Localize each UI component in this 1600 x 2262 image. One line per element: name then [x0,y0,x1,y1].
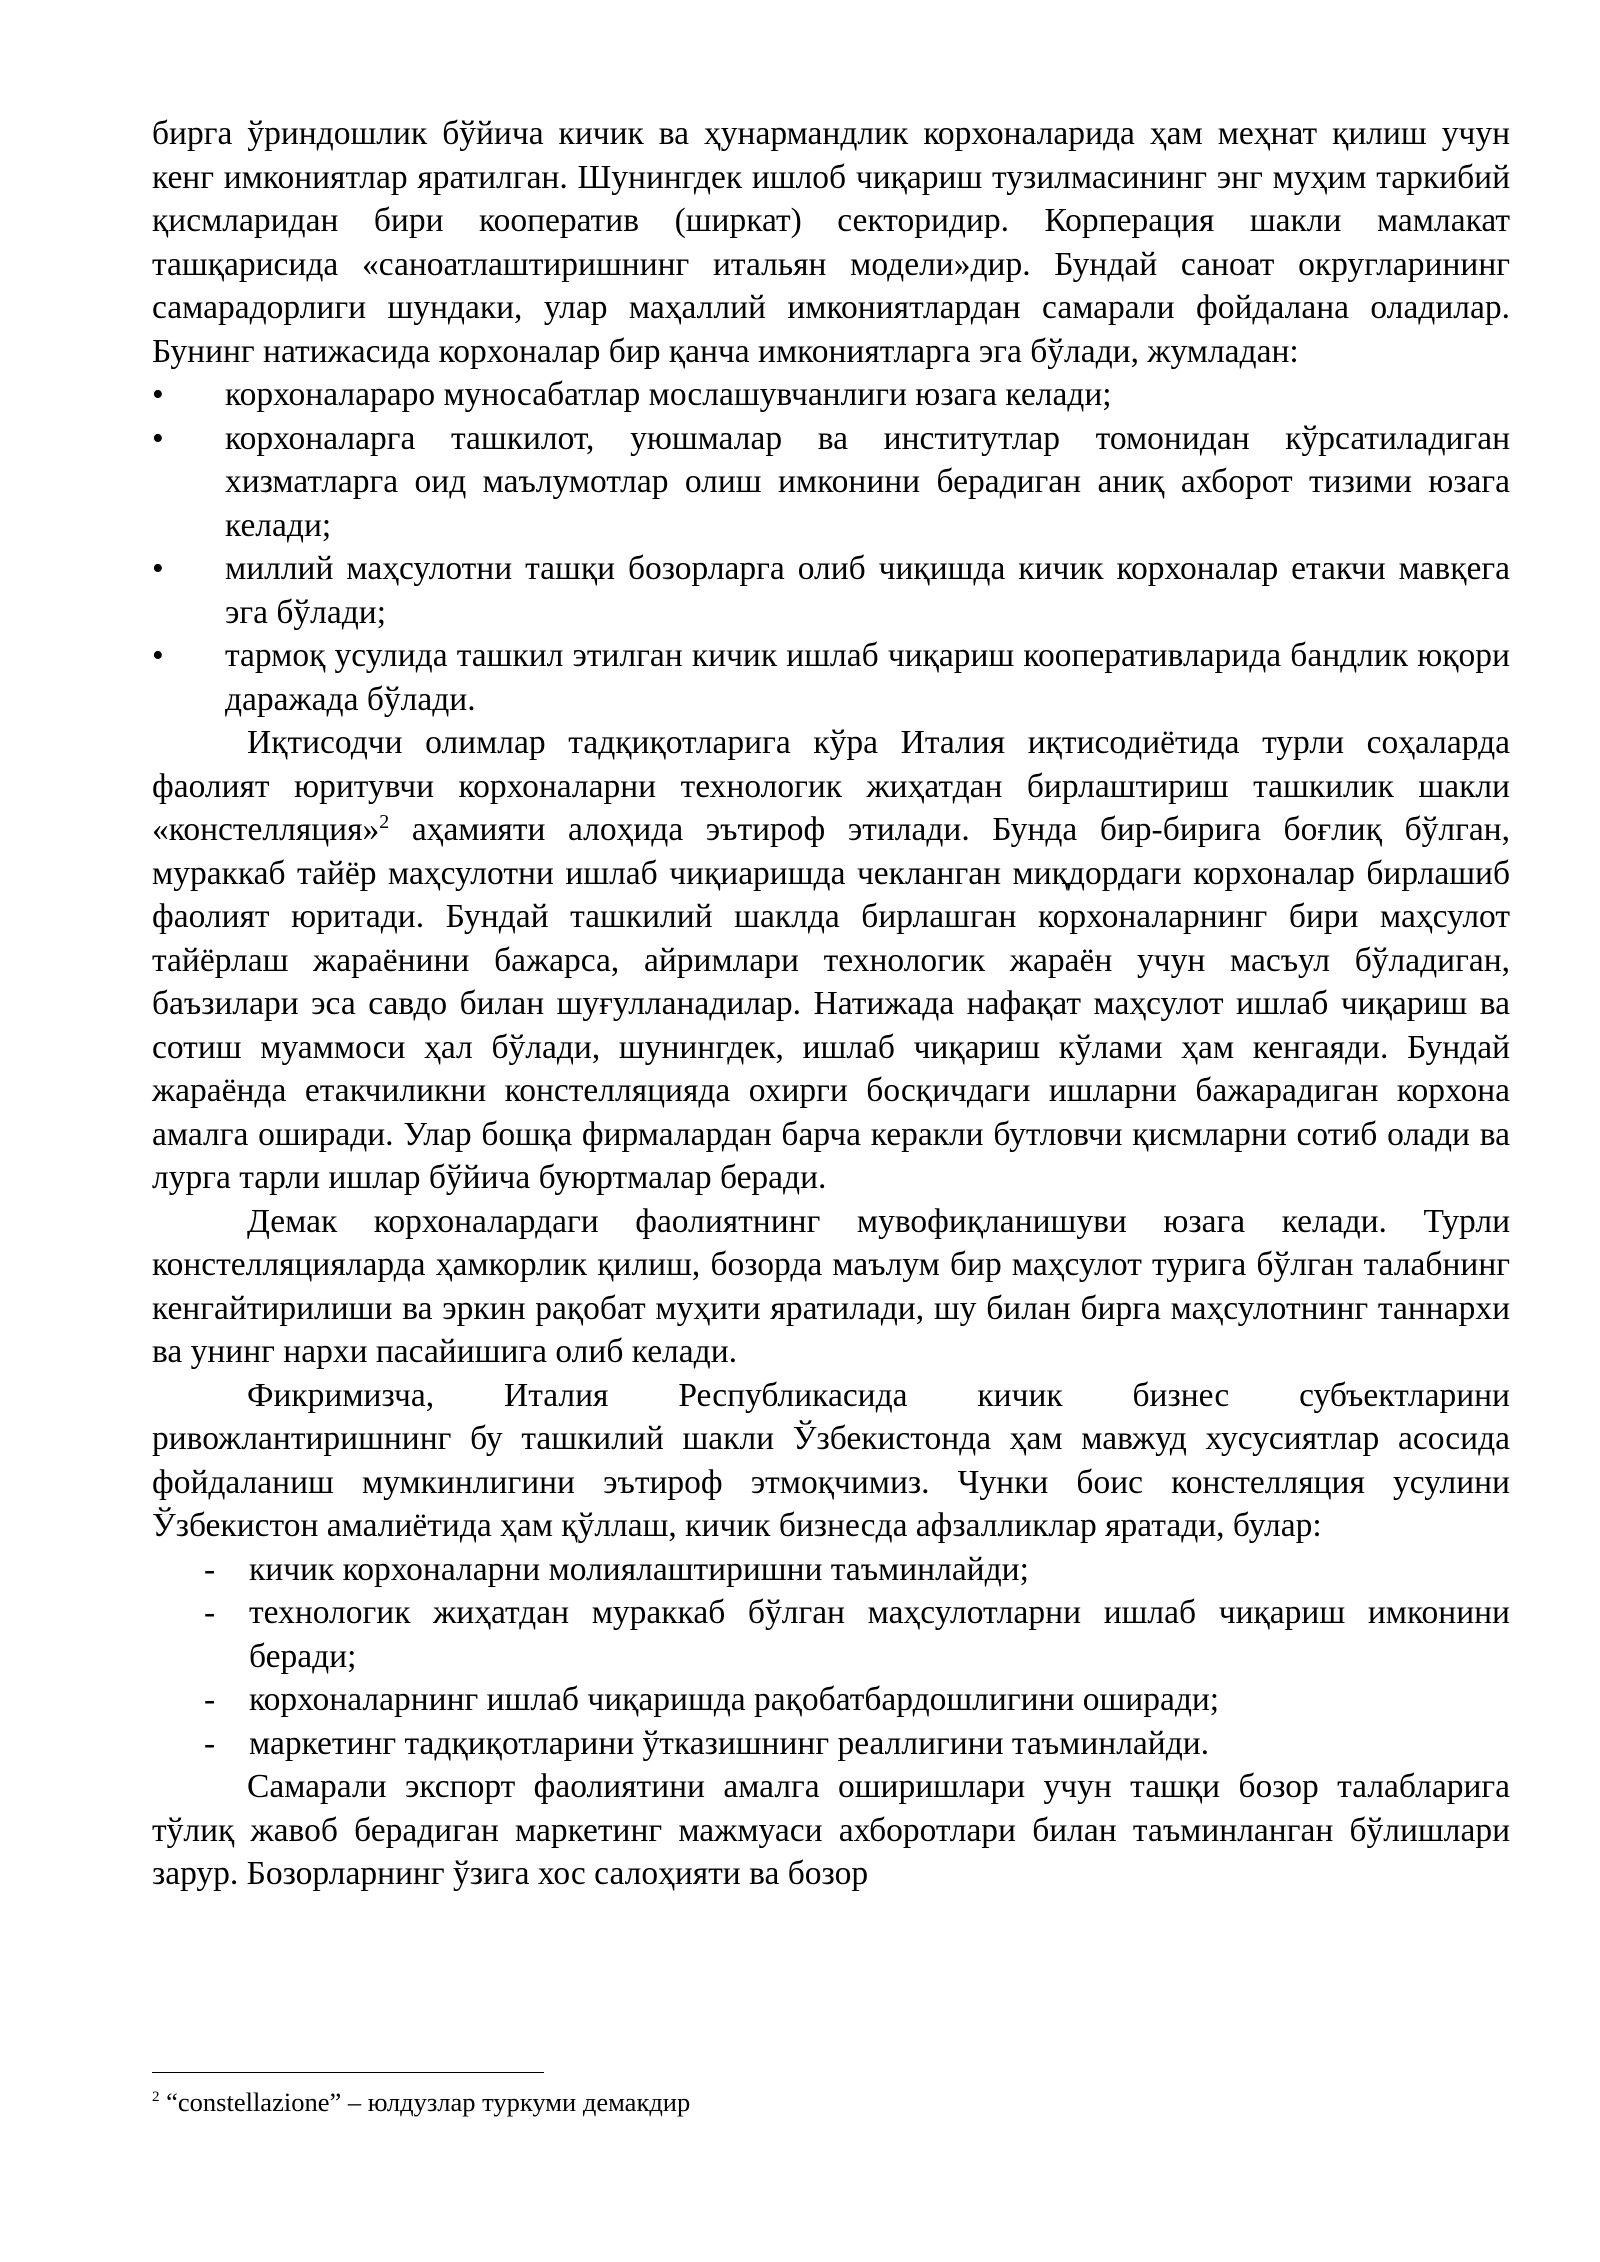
bullet-list [152,373,1510,721]
dash-text: маркетинг тадқиқотларини ўтказишнинг реаллигини таъминлайди. [249,1724,1210,1762]
bullet-mark: • [152,376,164,413]
bullet-text: корхоналараро муносабатлар мослашувчанлиги юзага келади; [225,376,1112,413]
bullet-text: тармоқ усулида ташкил этилган кичик ишлаб чиқариш кооперативларида бандлик юқори даражада бўлади. [225,637,1510,718]
paragraph-5: Самарали экспорт фаолиятини амалга оширишлари учун ташқи бозор талабларига тўлиқ жавоб берадиган маркетинг мажмуаси ахборотлари билан таъминланган бўлишлари зарур. Бозорларнинг ўзига хос салоҳияти ва бозор [152,1768,1510,1892]
dash-list [152,1548,1510,1766]
bullet-item [152,373,1510,417]
bullet-text: корхоналарга ташкилот, уюшмалар ва институтлар томонидан кўрсатиладиган хизматларга оид маълумотлар олиш имконини берадиган аниқ ахборот тизими юзага келади; [225,419,1510,544]
footnote-separator [152,2072,544,2073]
dash-item [152,1548,1510,1592]
footnote [152,2085,690,2119]
footnote-reference[interactable]: 2 [379,811,390,833]
bullet-item [152,634,1510,721]
document-page [152,112,1510,1896]
dash-mark: - [204,1724,216,1762]
bullet-item [152,547,1510,634]
footnote-number: 2 [152,2089,160,2105]
dash-item [152,1722,1510,1766]
bullet-mark: • [152,550,164,587]
paragraph-2-start: Иқтисодчи олимлар тадқиқотларига кўра Италия иқтисодиётида турли соҳаларда фаолият юритувчи корхоналарни технологик жиҳатдан бирлаштириш ташкилик шакли «констелляция» [152,724,1510,848]
paragraph-1: бирга ўриндошлик бўйича кичик ва ҳунармандлик корхоналарида ҳам меҳнат қилиш учун кенг имкониятлар яратилган. Шунингдек ишлоб чиқариш тузилмасининг энг муҳим таркибий қисмларидан бири кооператив (ширкат) секторидир. Корперация шакли мамлакат ташқарисида «саноатлаштиришнинг итальян модели»дир. Бундай саноат округларининг самарадорлиги шундаки, улар маҳаллий имкониятлардан самарали фойдалана оладилар. Бунинг натижасида корхоналар бир қанча имкониятларга эга бўлади, жумладан: [152,115,1510,370]
dash-item [152,1678,1510,1722]
bullet-text: миллий маҳсулотни ташқи бозорларга олиб чиқишда кичик корхоналар етакчи мавқега эга бўлади; [225,550,1510,631]
dash-mark: - [204,1550,216,1588]
dash-text: технологик жиҳатдан мураккаб бўлган маҳсулотларни ишлаб чиқариш имконини беради; [249,1594,1510,1675]
paragraph-2-rest: аҳамияти алоҳида эътироф этилади. Бунда бир-бирига боғлиқ бўлган, мураккаб тайёр маҳсулотни ишлаб чиқиаришда чекланган миқдордаги корхоналар бирлашиб фаолият юритади. Бундай ташкилий шаклда бирлашган корхоналарнинг бири маҳсулот тайёрлаш жараёнини бажарса, айримлари технологик жараён учун масъул бўладиган, баъзилари эса савдо билан шуғулланадилар. Натижада нафақат маҳсулот ишлаб чиқариш ва сотиш муаммоси ҳал бўлади, шунингдек, ишлаб чиқариш кўлами ҳам кенгаяди. Бундай жараёнда етакчиликни констелляцияда охирги босқичдаги ишларни бажарадиган корхона амалга оширади. Улар бошқа фирмалардан барча керакли бутловчи қисмларни сотиб олади ва лурга тарли ишлар бўйича буюртмалар беради. [152,811,1510,1196]
bullet-item [152,417,1510,548]
paragraph-3: Демак корхоналардаги фаолиятнинг мувофиқланишуви юзага келади. Турли констелляцияларда ҳамкорлик қилиш, бозорда маълум бир маҳсулот турига бўлган талабнинг кенгайтирилиши ва эркин рақобат муҳити яратилади, шу билан бирга маҳсулотнинг таннархи ва унинг нархи пасайишига олиб келади. [152,1202,1510,1370]
paragraph-2 [152,721,1510,1200]
bullet-mark: • [152,419,164,457]
paragraph-4: Фикримизча, Италия Республикасида кичик бизнес субъектларини ривожлантиришнинг бу ташкилий шакли Ўзбекистонда ҳам мавжуд хусусиятлар асосида фойдаланиш мумкинлигини эътироф этмоқчимиз. Чунки боис констелляция усулини Ўзбекистон амалиётида ҳам қўллаш, кичик бизнесда афзалликлар яратади, булар: [152,1376,1510,1544]
footnote-text: “constellazione” – юлдузлар туркуми демакдир [159,2087,691,2117]
dash-text: кичик корхоналарни молиялаштиришни таъминлайди; [249,1550,1029,1588]
dash-mark: - [204,1681,216,1718]
dash-text: корхоналарнинг ишлаб чиқаришда рақобатбардошлигини оширади; [249,1681,1220,1718]
dash-item [152,1591,1510,1678]
bullet-mark: • [152,637,164,674]
dash-mark: - [204,1594,216,1631]
